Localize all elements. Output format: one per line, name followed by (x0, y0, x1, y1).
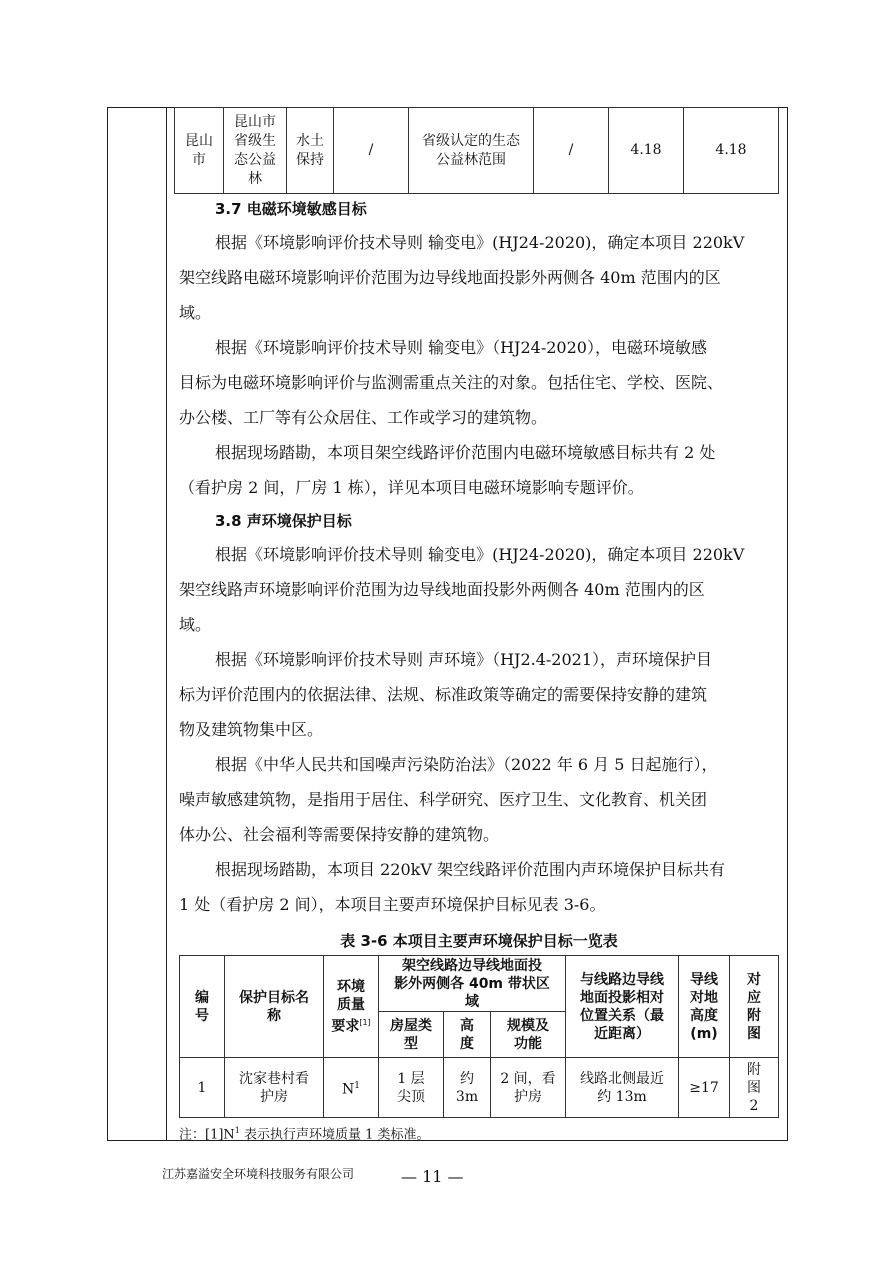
cell-area-2: 4.18 (684, 108, 779, 194)
text-line: 1 处（看护房 2 间），本项目主要声环境保护目标见表 3-6。 (179, 895, 606, 914)
paragraph (179, 747, 779, 852)
page-number: — 11 — (401, 1167, 464, 1186)
table-header-row (180, 956, 779, 1012)
text-line: 架空线路声环境影响评价范围为边导线地面投影外两侧各 40m 范围内的区 (179, 580, 705, 599)
cell-height: 约 3m (444, 1058, 491, 1118)
text-line: 根据《环境影响评价技术导则 输变电》(HJ24-2020)，确定本项目 220kV (215, 233, 745, 252)
cell-scale: 2 间，看 护房 (491, 1058, 566, 1118)
cell-wire-height: ≥17 (679, 1058, 730, 1118)
cell-position: 线路北侧最近 约 13m (566, 1058, 679, 1118)
cell-forest: 昆山市 省级生 态公益 林 (224, 108, 287, 194)
text-line: 根据《中华人民共和国噪声污染防治法》（2022 年 6 月 5 日起施行）， (215, 755, 718, 774)
superscript: 1 (234, 1126, 240, 1135)
header-band: 架空线路边导线地面投 影外两侧各 40m 带状区 域 (379, 956, 566, 1012)
header-scale: 规模及 功能 (491, 1012, 566, 1058)
text-line: 根据《环境影响评价技术导则 声环境》（HJ2.4-2021），声环境保护目 (215, 650, 713, 669)
table-note: 注：$[1]N^1$ 表示执行声环境质量 1 类标准。 (179, 1126, 430, 1143)
text-line: 体办公、社会福利等需要保持安静的建筑物。 (179, 825, 500, 844)
cell-slash-2: / (534, 108, 609, 194)
header-figure: 对 应 附 图 (730, 956, 779, 1058)
section-3-7-title: 3.7 电磁环境敏感目标 (215, 200, 367, 218)
header-position: 与线路边导线 地面投影相对 位置关系（最 近距离） (566, 956, 679, 1058)
cell-house-type: 1 层 尖顶 (379, 1058, 444, 1118)
header-name: 保护目标名 称 (225, 956, 324, 1058)
cell-area-1: 4.18 (609, 108, 684, 194)
header-height: 高 度 (444, 1012, 491, 1058)
header-requirement: 环境 质量 要求[1] (324, 956, 379, 1058)
text-line: 根据《环境影响评价技术导则 输变电》(HJ24-2020)，确定本项目 220kV (215, 545, 745, 564)
text-line: 噪声敏感建筑物，是指用于居住、科学研究、医疗卫生、文化教育、机关团 (179, 790, 708, 809)
superscript: 1 (354, 1080, 360, 1091)
header-wire-height: 导线 对地 高度 (m) (679, 956, 730, 1058)
cell-no: 1 (180, 1058, 225, 1118)
text-line: 架空线路电磁环境影响评价范围为边导线地面投影外两侧各 40m 范围内的区 (179, 268, 721, 287)
frame-divider (166, 107, 167, 1141)
text-line: 标为评价范围内的依据法律、法规、标准政策等确定的需要保持安静的建筑 (179, 685, 708, 704)
header-house-type: 房屋类 型 (379, 1012, 444, 1058)
cell-slash-1: / (334, 108, 409, 194)
cell-function: 水土 保持 (287, 108, 334, 194)
text-line: 根据现场踏勘，本项目架空线路评价范围内电磁环境敏感目标共有 2 处 (215, 443, 716, 462)
body-text (179, 193, 779, 922)
cell-requirement: $N^1$ (324, 1058, 379, 1118)
text-line: 目标为电磁环境影响评价与监测需重点关注的对象。包括住宅、学校、医院、 (179, 373, 724, 392)
text-line: （看护房 2 间，厂房 1 栋），详见本项目电磁环境影响专题评价。 (179, 478, 644, 497)
paragraph (179, 642, 779, 747)
paragraph (179, 537, 779, 642)
ecology-table (174, 107, 779, 194)
cell-scope: 省级认定的生态 公益林范围 (409, 108, 534, 194)
text-line: 物及建筑物集中区。 (179, 720, 324, 739)
text-line: 域。 (179, 303, 212, 322)
text-line: 根据《环境影响评价技术导则 输变电》（HJ24-2020），电磁环境敏感 (215, 338, 707, 357)
text-line: 根据现场踏勘，本项目 220kV 架空线路评价范围内声环境保护目标共有 (215, 860, 725, 879)
noise-target-table (179, 955, 779, 1118)
paragraph (179, 435, 779, 505)
footnote-mark: [1] (359, 1017, 371, 1027)
text-line: 域。 (179, 615, 212, 634)
table-row (180, 1058, 779, 1118)
text-line: 办公楼、工厂等有公众居住、工作或学习的建筑物。 (179, 408, 548, 427)
footer-company: 江苏嘉溢安全环境科技服务有限公司 (162, 1167, 355, 1181)
paragraph (179, 225, 779, 330)
table-row (175, 108, 779, 194)
cell-name: 沈家巷村看 护房 (225, 1058, 324, 1118)
cell-city: 昆山 市 (175, 108, 224, 194)
paragraph (179, 852, 779, 922)
section-3-8-title: 3.8 声环境保护目标 (215, 512, 352, 530)
cell-figure: 附 图 2 (730, 1058, 779, 1118)
header-no: 编 号 (180, 956, 225, 1058)
table-caption: 表 3-6 本项目主要声环境保护目标一览表 (340, 932, 618, 950)
paragraph (179, 330, 779, 435)
